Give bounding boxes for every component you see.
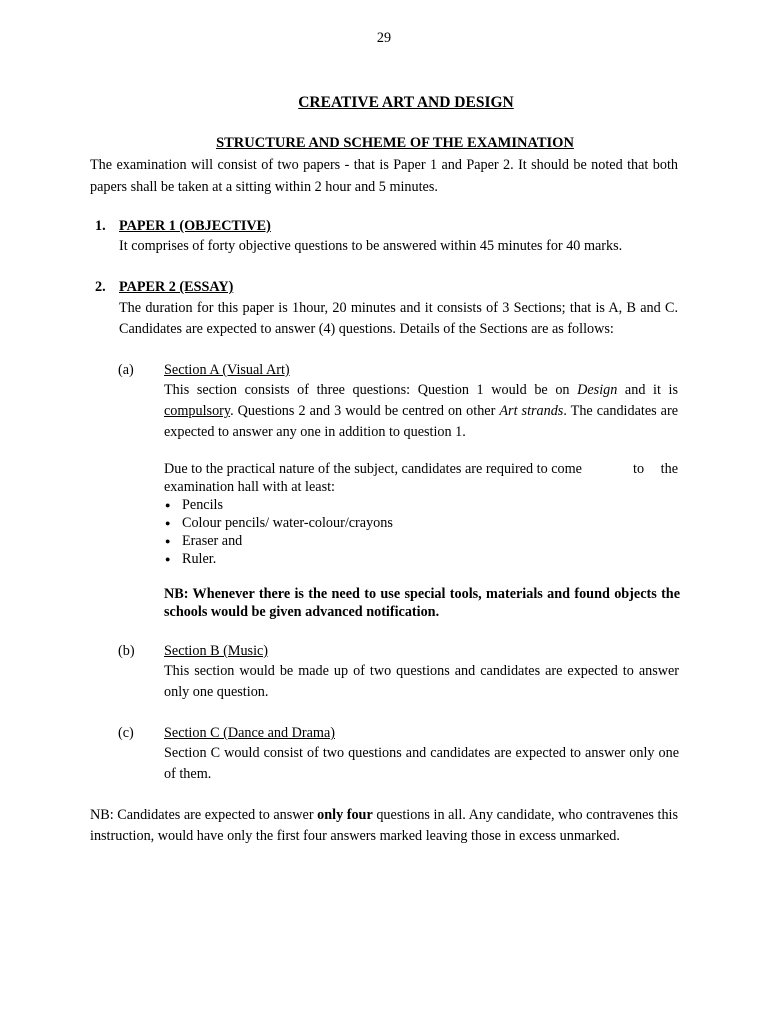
paper2-text: The duration for this paper is 1hour, 20 minutes and it consists of 3 Sections; that is A, B and C. Candidates are expected to answer (4) questions. Details of the Sections are as follows: xyxy=(119,300,678,337)
document-subtitle: STRUCTURE AND SCHEME OF THE EXAMINATION xyxy=(216,135,574,151)
paper1-heading: PAPER 1 (OBJECTIVE) xyxy=(119,218,271,234)
art-strands-word: Art strands xyxy=(499,403,564,419)
section-a-practical: Due to the practical nature of the subject, candidates are required to come to the examination hall with at least: xyxy=(164,461,678,495)
section-c-text: Section C would consist of two questions and candidates are expected to answer only one of them. xyxy=(164,745,679,782)
list-item: ● Colour pencils/ water-colour/crayons xyxy=(164,514,664,532)
list-item: ● Pencils xyxy=(164,496,664,514)
list-item: ● Ruler. xyxy=(164,550,664,568)
document-title: CREATIVE ART AND DESIGN xyxy=(298,94,514,111)
section-a-heading: Section A (Visual Art) xyxy=(164,362,290,378)
design-word: Design xyxy=(577,382,618,398)
section-b-label: (b) xyxy=(118,643,135,659)
paper2-number: 2. xyxy=(95,279,106,295)
intro-paragraph: The examination will consist of two papers - that is Paper 1 and Paper 2. It should be noted that both papers shall be taken at a sitting within 2 hour and 5 minutes. xyxy=(90,157,678,195)
list-item: ● Eraser and xyxy=(164,532,664,550)
section-a-text: This section consists of three questions: Question 1 would be on Design and it is compulsory. Questions 2 and 3 would be centred on other Art strands. The candidates are expected to answer any one in addition to question 1. xyxy=(164,382,678,440)
final-nb: NB: Candidates are expected to answer only four questions in all. Any candidate, who contravenes this instruction, would have only the first four answers marked leaving those in excess unmarked. xyxy=(90,807,679,844)
section-a-nb: NB: Whenever there is the need to use special tools, materials and found objects the schools would be given advanced notification. xyxy=(164,586,680,620)
compulsory-word: compulsory xyxy=(164,403,231,419)
paper1-number: 1. xyxy=(95,218,106,234)
required-items-list xyxy=(164,496,664,568)
page-number: 29 xyxy=(376,30,392,46)
section-c-heading: Section C (Dance and Drama) xyxy=(164,725,335,741)
section-a-label: (a) xyxy=(118,362,134,378)
section-b-text: This section would be made up of two questions and candidates are expected to answer only one question. xyxy=(164,663,679,700)
paper1-text: It comprises of forty objective questions to be answered within 45 minutes for 40 marks. xyxy=(119,238,623,254)
only-four-emphasis: only four xyxy=(317,807,373,823)
section-b-heading: Section B (Music) xyxy=(164,643,269,659)
section-c-label: (c) xyxy=(118,725,134,741)
paper2-heading: PAPER 2 (ESSAY) xyxy=(119,279,234,295)
